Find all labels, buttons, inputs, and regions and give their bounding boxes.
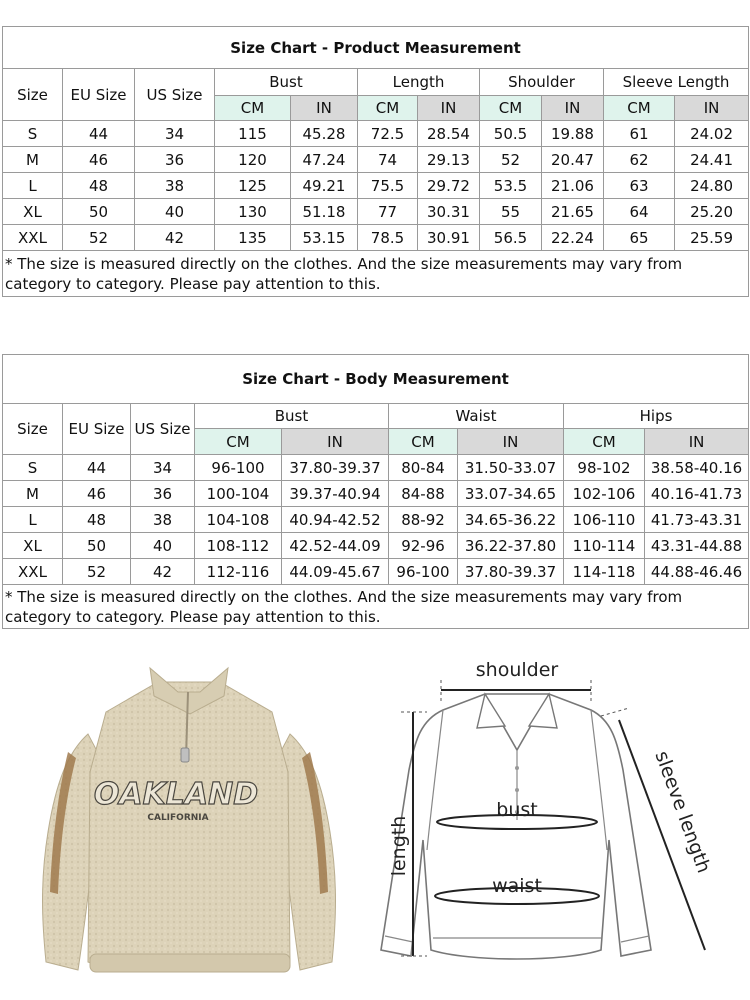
unit-in: IN (458, 429, 564, 455)
table-row (3, 121, 749, 147)
cell: 98-102 (564, 455, 645, 481)
table-row (3, 147, 749, 173)
bust-label: bust (496, 799, 538, 821)
cell: 31.50-33.07 (458, 455, 564, 481)
cell: 43.31-44.88 (645, 533, 749, 559)
cell: 65 (604, 225, 675, 251)
cell: 41.73-43.31 (645, 507, 749, 533)
cell: 45.28 (291, 121, 358, 147)
group-header-length: Length (358, 69, 480, 96)
column-header-us-size: US Size (131, 404, 195, 455)
column-header-size: Size (3, 404, 63, 455)
column-header-us-size: US Size (135, 69, 215, 121)
cell: 106-110 (564, 507, 645, 533)
cell: 24.02 (675, 121, 749, 147)
measurement-diagram (365, 650, 747, 995)
table-row (3, 199, 749, 225)
cell: 40 (135, 199, 215, 225)
cell: 88-92 (389, 507, 458, 533)
cell: 30.91 (418, 225, 480, 251)
cell: 47.24 (291, 147, 358, 173)
cell: XL (3, 533, 63, 559)
cell: 125 (215, 173, 291, 199)
cell: 21.06 (542, 173, 604, 199)
cell: 48 (63, 507, 131, 533)
unit-in: IN (282, 429, 389, 455)
cell: 52 (63, 559, 131, 585)
sleeve-length-label: sleeve length (650, 748, 715, 876)
cell: 135 (215, 225, 291, 251)
body-measurement-table (2, 354, 749, 629)
cell: 50 (63, 533, 131, 559)
cell: 29.13 (418, 147, 480, 173)
cell: XXL (3, 559, 63, 585)
cell: 44.88-46.46 (645, 559, 749, 585)
cell: 96-100 (195, 455, 282, 481)
cell: 29.72 (418, 173, 480, 199)
cell: 40 (131, 533, 195, 559)
cell: 42 (131, 559, 195, 585)
waist-label: waist (492, 875, 542, 897)
cell: 25.20 (675, 199, 749, 225)
cell: 53.15 (291, 225, 358, 251)
table-row (3, 455, 749, 481)
group-header-sleeve-length: Sleeve Length (604, 69, 749, 96)
cell: 34 (135, 121, 215, 147)
cell: 25.59 (675, 225, 749, 251)
print-main-text: OAKLAND (93, 777, 259, 812)
unit-in: IN (418, 96, 480, 121)
cell: 36 (135, 147, 215, 173)
cell: 78.5 (358, 225, 418, 251)
cell: XL (3, 199, 63, 225)
cell: 30.31 (418, 199, 480, 225)
unit-cm: CM (604, 96, 675, 121)
table-row (3, 481, 749, 507)
cell: 48 (63, 173, 135, 199)
cell: 36 (131, 481, 195, 507)
cell: 120 (215, 147, 291, 173)
group-header-waist: Waist (389, 404, 564, 429)
unit-in: IN (675, 96, 749, 121)
group-header-bust: Bust (195, 404, 389, 429)
cell: 46 (63, 481, 131, 507)
cell: XXL (3, 225, 63, 251)
cell: 50 (63, 199, 135, 225)
unit-in: IN (542, 96, 604, 121)
cell: 62 (604, 147, 675, 173)
cell: 112-116 (195, 559, 282, 585)
measurement-note: * The size is measured directly on the clothes. And the size measurements may vary from category to category. Please pay attention to this. (3, 585, 749, 629)
unit-cm: CM (215, 96, 291, 121)
measurement-note: * The size is measured directly on the clothes. And the size measurements may vary from category to category. Please pay attention to this. (3, 251, 749, 297)
cell: 44.09-45.67 (282, 559, 389, 585)
group-header-shoulder: Shoulder (480, 69, 604, 96)
cell: 44 (63, 121, 135, 147)
column-header-eu-size: EU Size (63, 404, 131, 455)
table-title: Size Chart - Product Measurement (3, 27, 749, 69)
cell: 64 (604, 199, 675, 225)
cell: 102-106 (564, 481, 645, 507)
unit-in: IN (291, 96, 358, 121)
cell: 55 (480, 199, 542, 225)
unit-in: IN (645, 429, 749, 455)
unit-cm: CM (358, 96, 418, 121)
cell: 114-118 (564, 559, 645, 585)
cell: 37.80-39.37 (458, 559, 564, 585)
shoulder-label: shoulder (475, 659, 559, 681)
cell: 44 (63, 455, 131, 481)
cell: 22.24 (542, 225, 604, 251)
cell: 110-114 (564, 533, 645, 559)
cell: 74 (358, 147, 418, 173)
table-row (3, 173, 749, 199)
cell: 33.07-34.65 (458, 481, 564, 507)
cell: 46 (63, 147, 135, 173)
column-header-size: Size (3, 69, 63, 121)
cell: 20.47 (542, 147, 604, 173)
cell: 92-96 (389, 533, 458, 559)
cell: 40.94-42.52 (282, 507, 389, 533)
cell: 104-108 (195, 507, 282, 533)
cell: 49.21 (291, 173, 358, 199)
length-label: length (388, 815, 410, 877)
cell: L (3, 173, 63, 199)
product-measurement-table (2, 26, 749, 297)
cell: 77 (358, 199, 418, 225)
table-row (3, 507, 749, 533)
cell: 100-104 (195, 481, 282, 507)
cell: 50.5 (480, 121, 542, 147)
cell: 21.65 (542, 199, 604, 225)
cell: 52 (63, 225, 135, 251)
table-row (3, 559, 749, 585)
group-header-hips: Hips (564, 404, 749, 429)
cell: 38 (135, 173, 215, 199)
cell: 52 (480, 147, 542, 173)
cell: M (3, 147, 63, 173)
cell: 19.88 (542, 121, 604, 147)
unit-cm: CM (389, 429, 458, 455)
cell: 39.37-40.94 (282, 481, 389, 507)
table-row (3, 225, 749, 251)
table-title: Size Chart - Body Measurement (3, 355, 749, 404)
cell: 61 (604, 121, 675, 147)
cell: 63 (604, 173, 675, 199)
unit-cm: CM (195, 429, 282, 455)
cell: 38.58-40.16 (645, 455, 749, 481)
cell: S (3, 121, 63, 147)
cell: 36.22-37.80 (458, 533, 564, 559)
cell: 130 (215, 199, 291, 225)
group-header-bust: Bust (215, 69, 358, 96)
unit-cm: CM (564, 429, 645, 455)
cell: S (3, 455, 63, 481)
cell: 28.54 (418, 121, 480, 147)
print-sub-text: CALIFORNIA (147, 813, 209, 823)
cell: 72.5 (358, 121, 418, 147)
table-row (3, 533, 749, 559)
unit-cm: CM (480, 96, 542, 121)
cell: 24.41 (675, 147, 749, 173)
cell: 96-100 (389, 559, 458, 585)
cell: 108-112 (195, 533, 282, 559)
product-photo (28, 662, 350, 990)
cell: 53.5 (480, 173, 542, 199)
cell: 38 (131, 507, 195, 533)
cell: 40.16-41.73 (645, 481, 749, 507)
cell: 56.5 (480, 225, 542, 251)
cell: 115 (215, 121, 291, 147)
cell: 84-88 (389, 481, 458, 507)
cell: 37.80-39.37 (282, 455, 389, 481)
cell: 24.80 (675, 173, 749, 199)
cell: 34.65-36.22 (458, 507, 564, 533)
cell: 42 (135, 225, 215, 251)
cell: 34 (131, 455, 195, 481)
shirt-outline (381, 694, 651, 959)
cell: 51.18 (291, 199, 358, 225)
cell: 80-84 (389, 455, 458, 481)
cell: M (3, 481, 63, 507)
column-header-eu-size: EU Size (63, 69, 135, 121)
cell: L (3, 507, 63, 533)
cell: 75.5 (358, 173, 418, 199)
cell: 42.52-44.09 (282, 533, 389, 559)
